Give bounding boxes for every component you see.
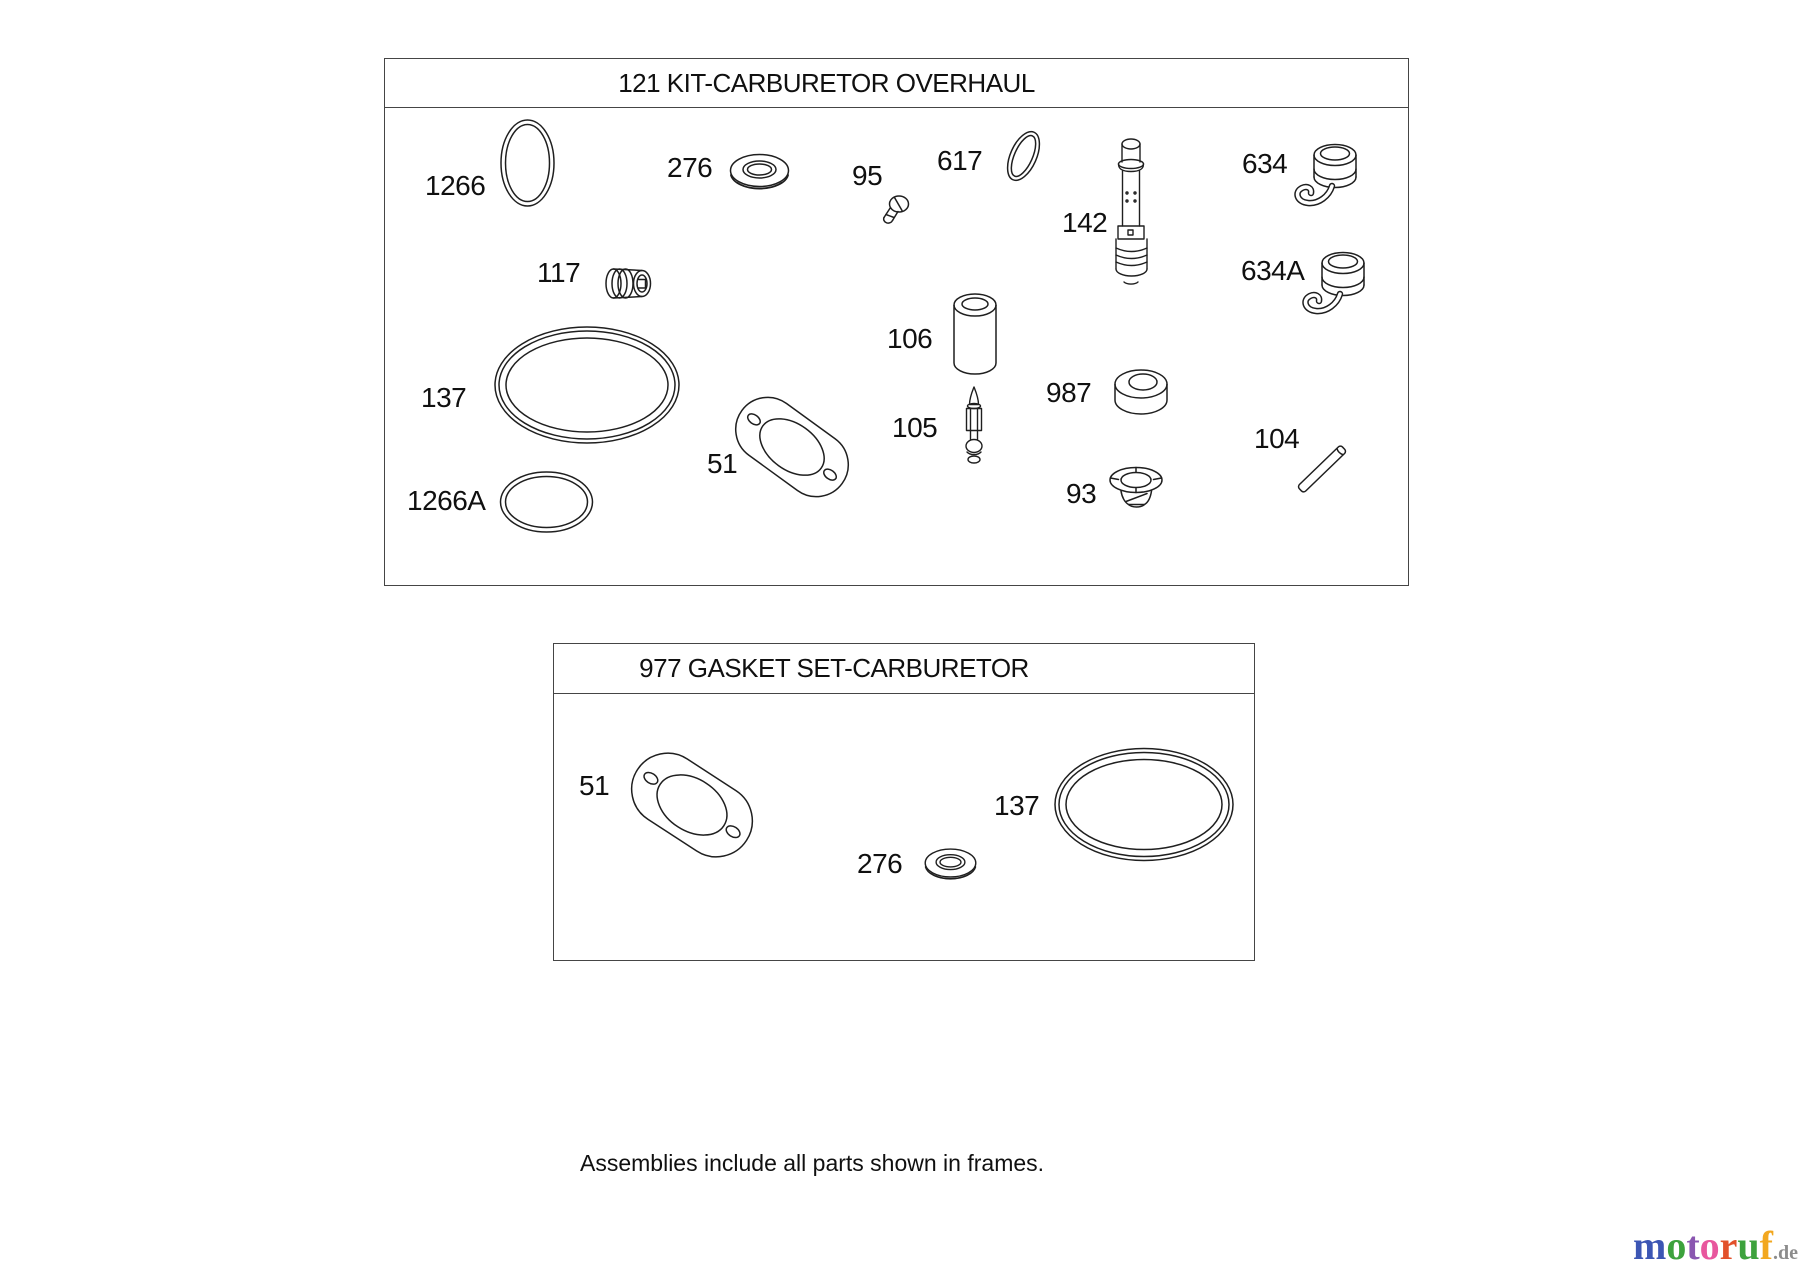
frame-gasket-title: 977 GASKET SET-CARBURETOR xyxy=(639,653,1029,683)
valve-seat-drawing-93 xyxy=(1108,465,1165,512)
part-ref-95: 95 xyxy=(852,160,883,191)
frame-kit-carburetor-overhaul xyxy=(384,58,1409,586)
pin-drawing-104 xyxy=(1295,439,1349,499)
o-ring-drawing-1266 xyxy=(499,118,556,208)
part-ref-137: 137 xyxy=(421,382,467,413)
part-ref-104: 104 xyxy=(1254,423,1300,454)
frame-gasket-set-carburetor xyxy=(553,643,1255,961)
motoruf-logo-word xyxy=(1633,1223,1773,1268)
o-ring-drawing-617 xyxy=(1001,128,1046,184)
part-ref-1266A: 1266A xyxy=(407,485,486,516)
o-ring-drawing-137 xyxy=(491,324,683,446)
part-ref-276-gasket-set: 276 xyxy=(857,848,903,879)
needle-valve-drawing-105 xyxy=(960,385,988,472)
washer-drawing-276 xyxy=(728,151,791,198)
plug-drawing-117 xyxy=(604,265,653,302)
logo-letter: u xyxy=(1737,1223,1760,1268)
part-ref-634: 634 xyxy=(1242,148,1288,179)
logo-letter: m xyxy=(1633,1223,1667,1268)
logo-letter: o xyxy=(1699,1223,1720,1268)
flange-gasket-drawing-51 xyxy=(735,388,849,506)
part-ref-51: 51 xyxy=(707,448,738,479)
logo-letter: o xyxy=(1666,1223,1687,1268)
spring-drawing-634A xyxy=(1299,249,1367,321)
logo-letter: f xyxy=(1759,1223,1773,1268)
bushing-drawing-987 xyxy=(1113,368,1169,417)
footer-note: Assemblies include all parts shown in frames. xyxy=(580,1150,1045,1176)
washer-drawing-276-set xyxy=(921,846,980,887)
frame-kit-header xyxy=(385,59,1408,108)
part-ref-1266: 1266 xyxy=(425,170,486,201)
part-ref-105: 105 xyxy=(892,412,938,443)
frame-kit-title: 121 KIT-CARBURETOR OVERHAUL xyxy=(618,67,1035,98)
part-ref-117: 117 xyxy=(537,257,581,288)
part-ref-617: 617 xyxy=(937,145,983,176)
logo-letter: r xyxy=(1719,1223,1738,1268)
part-ref-93: 93 xyxy=(1066,478,1097,509)
needle-jet-drawing-142 xyxy=(1114,136,1149,294)
part-ref-276: 276 xyxy=(667,152,713,183)
o-ring-drawing-1266A xyxy=(498,470,595,534)
cylinder-drawing-106 xyxy=(952,292,998,377)
part-ref-51-gasket-set: 51 xyxy=(579,770,610,801)
logo-letter: t xyxy=(1686,1223,1700,1268)
part-ref-634A: 634A xyxy=(1241,255,1305,286)
screw-drawing-95 xyxy=(877,194,911,224)
o-ring-drawing-137-set xyxy=(1052,746,1236,863)
part-ref-106: 106 xyxy=(887,323,933,354)
part-ref-987: 987 xyxy=(1046,377,1092,408)
frame-gasket-header xyxy=(554,644,1254,694)
spring-drawing-634 xyxy=(1291,141,1359,213)
part-ref-137-gasket-set: 137 xyxy=(994,790,1040,821)
motoruf-logo[interactable] xyxy=(1633,1222,1798,1269)
flange-gasket-drawing-51-set xyxy=(632,740,752,870)
logo-suffix: .de xyxy=(1773,1242,1798,1264)
part-ref-142: 142 xyxy=(1062,207,1108,238)
